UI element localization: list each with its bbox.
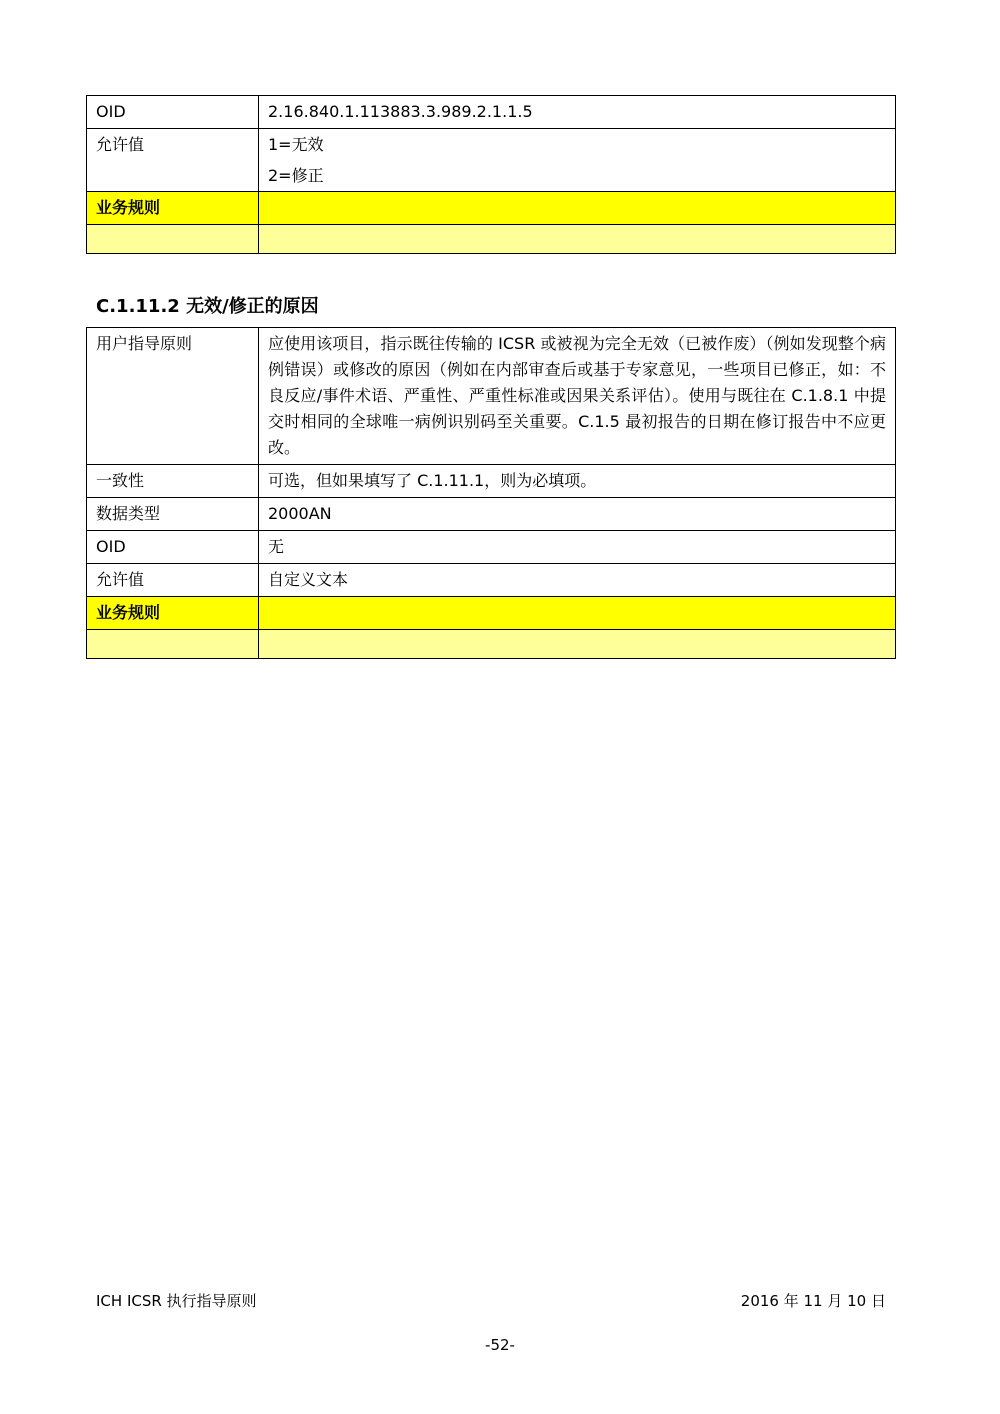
business-rules-empty-cell-left: [87, 630, 259, 659]
footer-date: 2016 年 11 月 10 日: [740, 1292, 886, 1310]
business-rules-empty-cell-left: [87, 225, 259, 254]
table-continued: [86, 95, 896, 254]
guidance-text: 应使用该项目，指示既往传输的 ICSR 或被视为完全无效（已被作废）（例如发现整个病例错误）或修改的原因（例如在内部审查后或基于专家意见，一些项目已修正，如：不良反应/事件术语、严重性、严重性标准或因果关系评估）。使用与既往在 C.1.8.1 中提交时相同的全球唯一病例识别码至关重要。C.1.5 最初报告的日期在修订报告中不应更改。: [259, 328, 896, 465]
oid-label: OID: [87, 96, 259, 129]
business-rules-empty-cell-right: [259, 225, 896, 254]
conformance-value: 可选，但如果填写了 C.1.11.1，则为必填项。: [259, 465, 896, 498]
business-rules-empty-cell-right: [259, 630, 896, 659]
allowed-value-2: 2=修正: [268, 166, 324, 185]
business-rules-header-empty: [259, 597, 896, 630]
table-row-business-rules-content: [87, 630, 896, 659]
table-row-oid: [87, 96, 896, 129]
allowed-values-value: 自定义文本: [259, 564, 896, 597]
table-c-1-11-2: [86, 327, 896, 659]
datatype-value: 2000AN: [259, 498, 896, 531]
oid-value: 无: [259, 531, 896, 564]
business-rules-label: 业务规则: [87, 597, 259, 630]
table-row-datatype: [87, 498, 896, 531]
footer-document-title: ICH ICSR 执行指导原则: [96, 1292, 257, 1310]
allowed-value-1: 1=无效: [268, 135, 324, 154]
business-rules-header-empty: [259, 192, 896, 225]
conformance-label: 一致性: [87, 465, 259, 498]
page-number: -52-: [485, 1336, 515, 1354]
oid-label: OID: [87, 531, 259, 564]
allowed-values-cell: [259, 129, 896, 192]
oid-value: 2.16.840.1.113883.3.989.2.1.1.5: [259, 96, 896, 129]
table-row-business-rules: [87, 597, 896, 630]
table-row-business-rules-content: [87, 225, 896, 254]
guidance-label: 用户指导原则: [87, 328, 259, 465]
datatype-label: 数据类型: [87, 498, 259, 531]
table-row-conformance: [87, 465, 896, 498]
allowed-values-label: 允许值: [87, 564, 259, 597]
section-heading: C.1.11.2 无效/修正的原因: [96, 296, 319, 317]
table-row-allowed-values: [87, 129, 896, 192]
table-row-oid: [87, 531, 896, 564]
business-rules-label: 业务规则: [87, 192, 259, 225]
table-row-allowed-values: [87, 564, 896, 597]
allowed-values-label: 允许值: [87, 129, 259, 192]
table-row-business-rules: [87, 192, 896, 225]
table-row-guidance: [87, 328, 896, 465]
